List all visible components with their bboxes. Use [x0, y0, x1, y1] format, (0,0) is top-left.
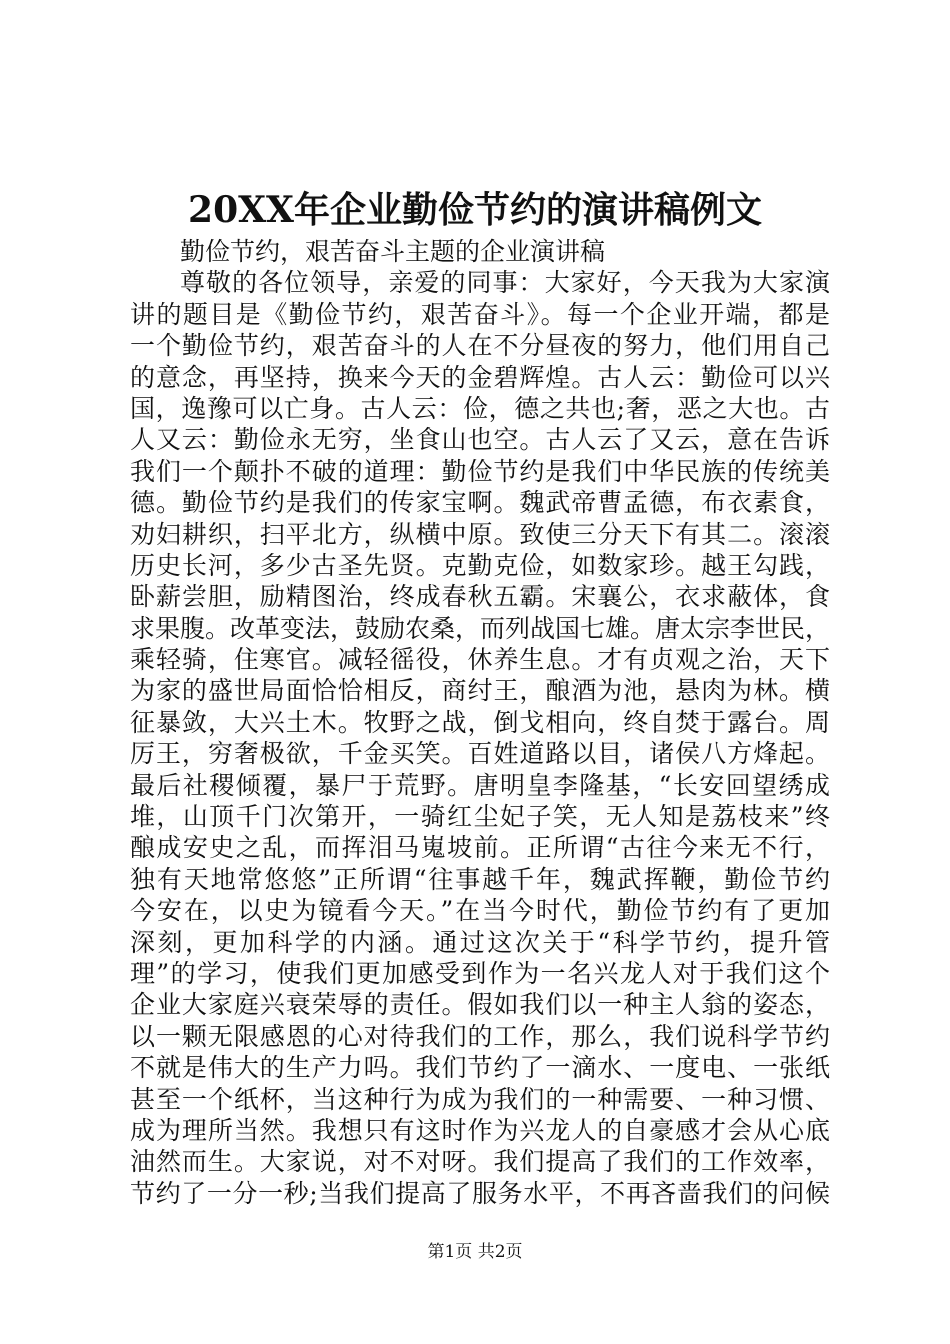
body-line: 酿成安史之乱，而挥泪马嵬坡前。正所谓“古往今来无不行，	[130, 833, 830, 863]
body-line: 成为理所当然。我想只有这时作为兴龙人的自豪感才会从心底	[130, 1115, 830, 1145]
body-line: 德。勤俭节约是我们的传家宝啊。魏武帝曹孟德，布衣素食，	[130, 488, 830, 518]
page-number-footer: 第1页 共2页	[427, 1242, 523, 1262]
body-line: 卧薪尝胆，励精图治，终成春秋五霸。宋襄公，衣求蔽体，食	[130, 582, 830, 612]
body-line: 深刻，更加科学的内涵。通过这次关于“科学节约，提升管	[130, 927, 830, 957]
body-line: 国，逸豫可以亡身。古人云：俭，德之共也;奢，恶之大也。古	[130, 393, 830, 423]
subtitle-line: 勤俭节约，艰苦奋斗主题的企业演讲稿	[180, 237, 606, 266]
body-line: 历史长河，多少古圣先贤。克勤克俭，如数家珍。越王勾践，	[130, 550, 830, 580]
body-line: 甚至一个纸杯，当这种行为成为我们的一种需要、一种习惯、	[130, 1084, 830, 1114]
document-title: 20XX年企业勤俭节约的演讲稿例文	[188, 189, 762, 231]
body-line: 尊敬的各位领导，亲爱的同事：大家好，今天我为大家演	[180, 268, 830, 298]
document-body	[130, 236, 830, 1209]
body-line: 劝妇耕织，扫平北方，纵横中原。致使三分天下有其二。滚滚	[130, 519, 830, 549]
body-line: 企业大家庭兴衰荣辱的责任。假如我们以一种主人翁的姿态，	[130, 990, 830, 1020]
body-line: 求果腹。改革变法，鼓励农桑，而列战国七雄。唐太宗李世民，	[130, 613, 830, 643]
body-line: 厉王，穷奢极欲，千金买笑。百姓道路以目，诸侯八方烽起。	[130, 739, 830, 769]
body-line: 的意念，再坚持，换来今天的金碧辉煌。古人云：勤俭可以兴	[130, 362, 830, 392]
body-line: 油然而生。大家说，对不对呀。我们提高了我们的工作效率，	[130, 1147, 830, 1177]
body-line: 不就是伟大的生产力吗。我们节约了一滴水、一度电、一张纸	[130, 1053, 830, 1083]
body-line: 人又云：勤俭永无穷，坐食山也空。古人云了又云，意在告诉	[130, 425, 830, 455]
body-line: 一个勤俭节约，艰苦奋斗的人在不分昼夜的努力，他们用自己	[130, 331, 830, 361]
body-line: 以一颗无限感恩的心对待我们的工作，那么，我们说科学节约	[130, 1021, 830, 1051]
body-line: 独有天地常悠悠”正所谓“往事越千年，魏武挥鞭，勤俭节约	[130, 864, 830, 894]
body-line: 今安在，以史为镜看今天。”在当今时代，勤俭节约有了更加	[130, 896, 830, 926]
body-line: 理”的学习，使我们更加感受到作为一名兴龙人对于我们这个	[130, 958, 830, 988]
body-line: 节约了一分一秒;当我们提高了服务水平，不再吝啬我们的问候	[130, 1178, 830, 1208]
body-line: 征暴敛，大兴土木。牧野之战，倒戈相向，终自焚于露台。周	[130, 707, 830, 737]
body-line: 我们一个颠扑不破的道理：勤俭节约是我们中华民族的传统美	[130, 456, 830, 486]
body-line: 堆，山顶千门次第开，一骑红尘妃子笑，无人知是荔枝来”终	[130, 802, 830, 832]
body-line: 为家的盛世局面恰恰相反，商纣王，酿酒为池，悬肉为林。横	[130, 676, 830, 706]
body-line: 最后社稷倾覆，暴尸于荒野。唐明皇李隆基，“长安回望绣成	[130, 770, 830, 800]
body-line: 乘轻骑，住寒官。减轻徭役，休养生息。才有贞观之治，天下	[130, 645, 830, 675]
body-line: 讲的题目是《勤俭节约，艰苦奋斗》。每一个企业开端，都是	[130, 299, 830, 329]
